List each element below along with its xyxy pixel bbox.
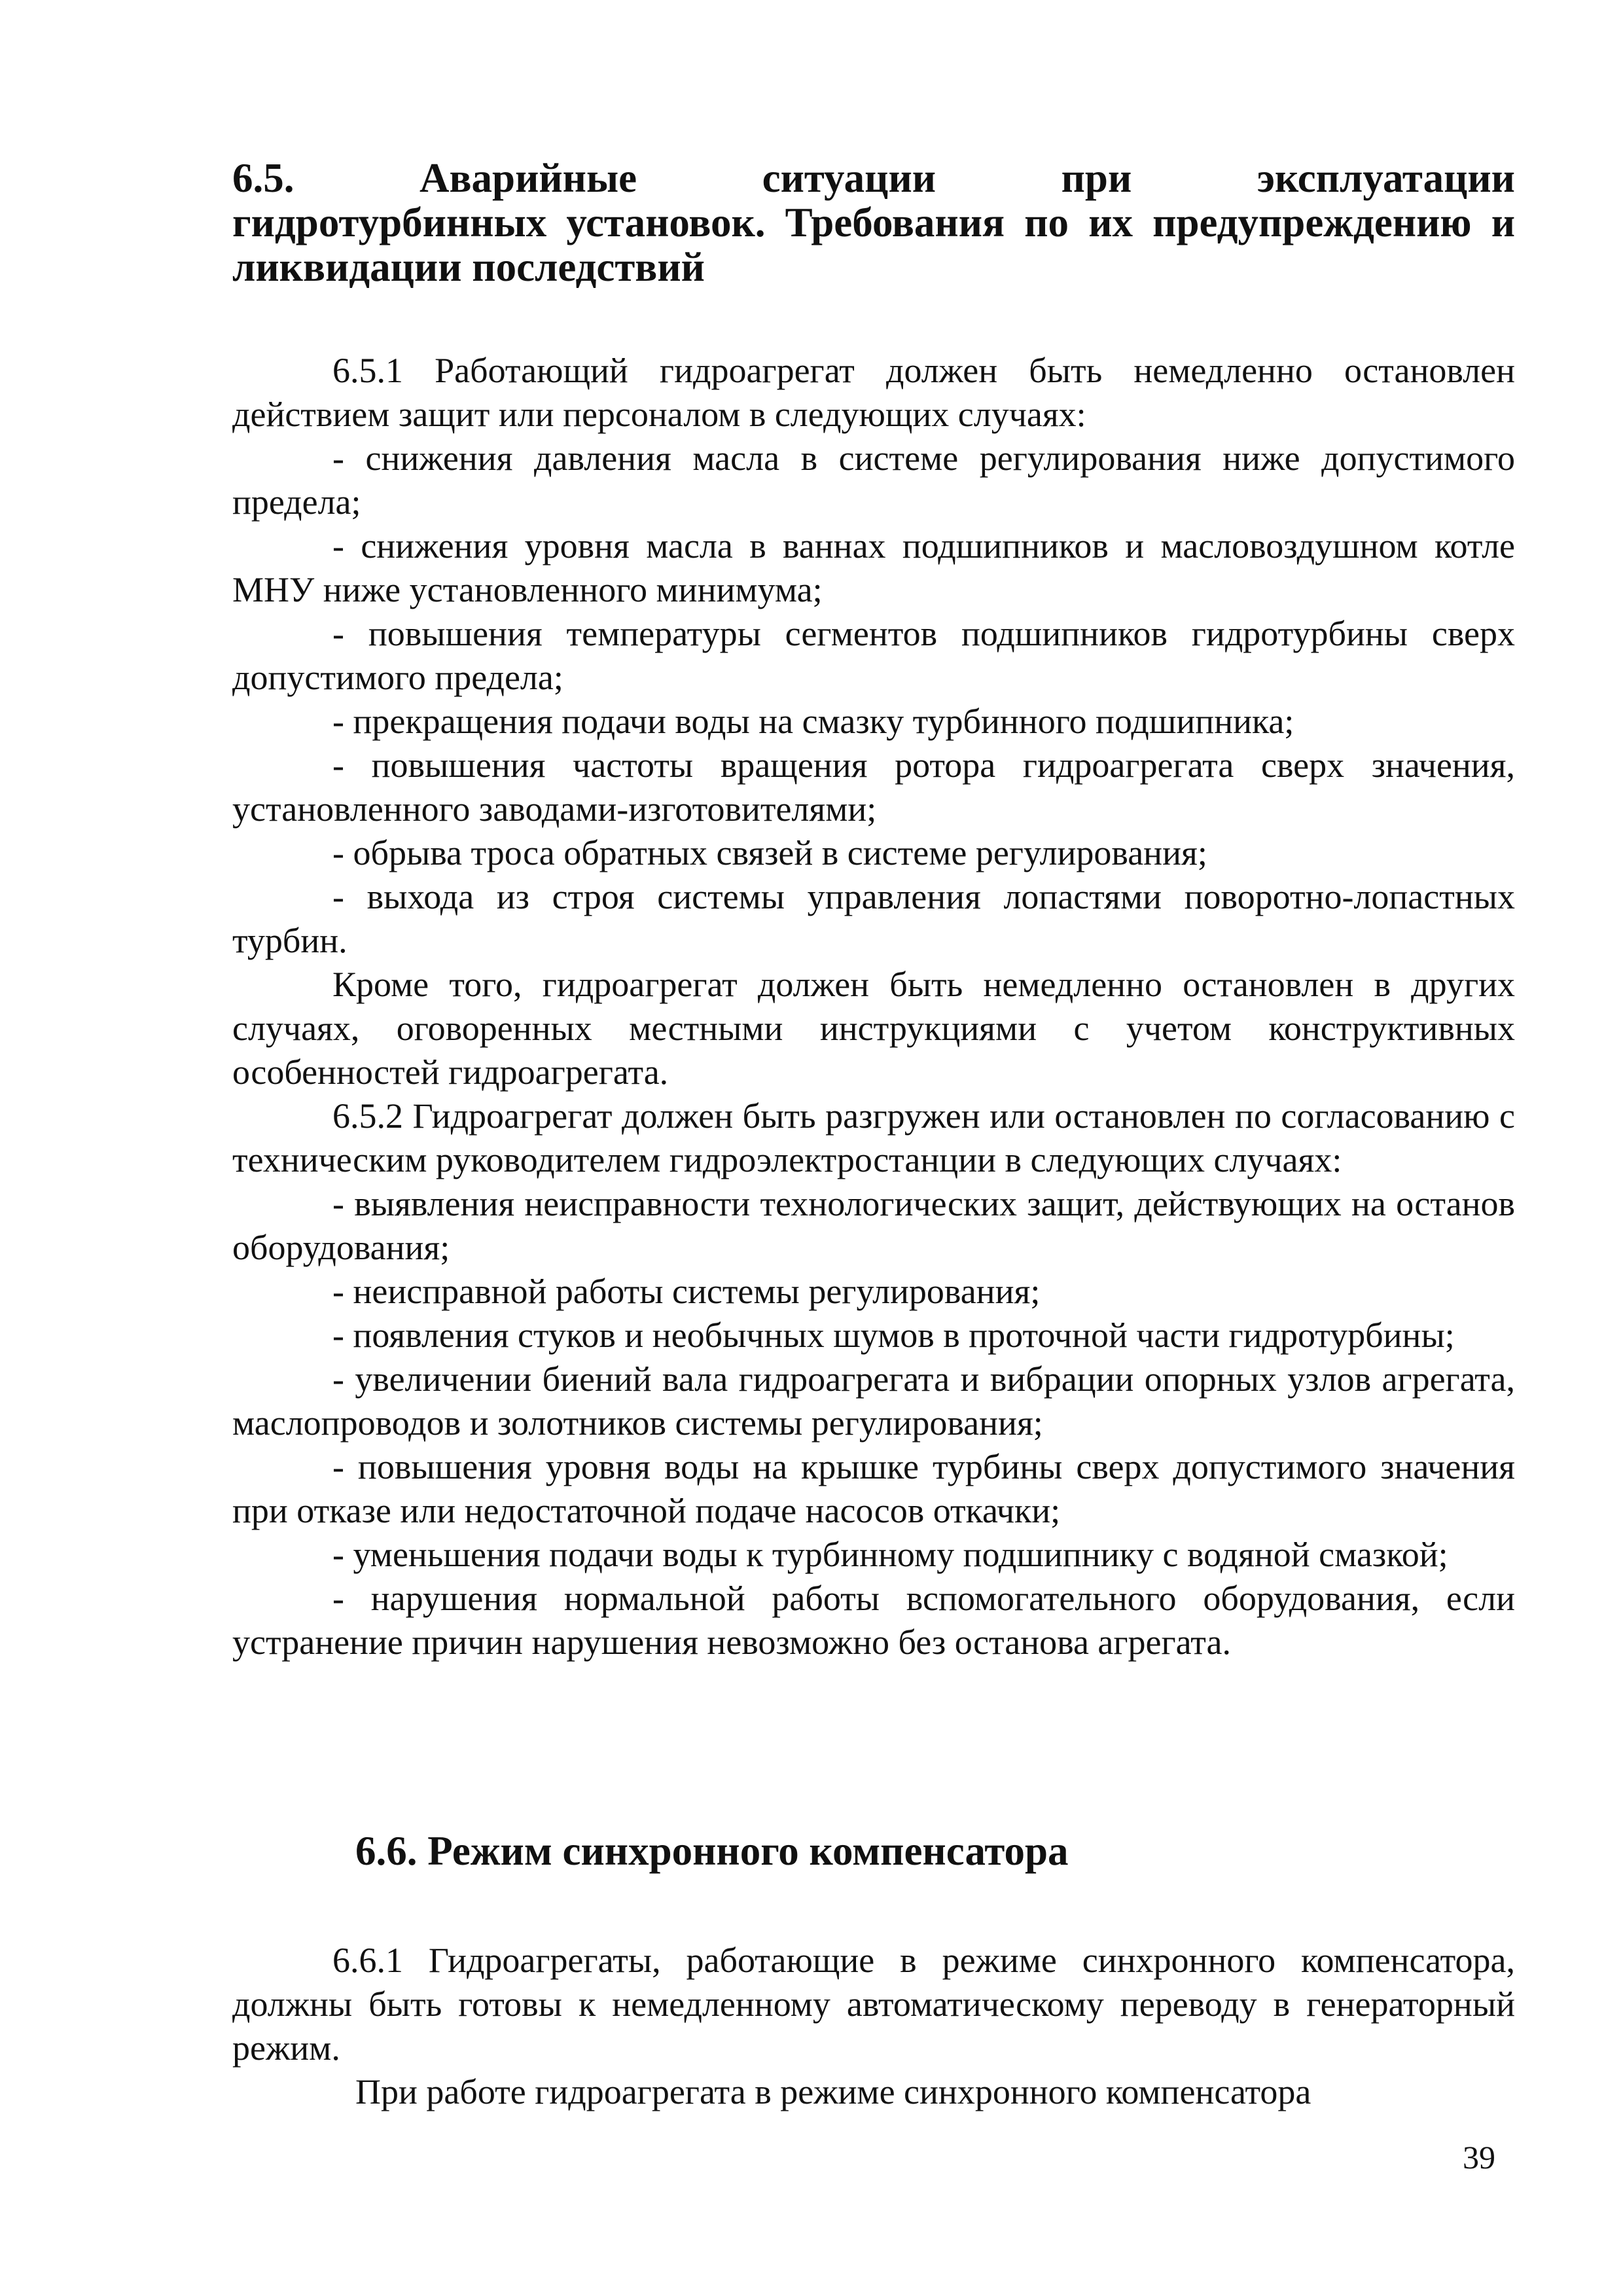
heading-word: ситуации (762, 155, 936, 201)
list-item: - повышения частоты вращения ротора гидроагрегата сверх значения, установленного заводами-изготовителями; (232, 745, 1515, 829)
heading-word: при (1061, 155, 1132, 201)
paragraph-6-5-2: 6.5.2 Гидроагрегат должен быть разгружен или остановлен по согласованию с техническим руководителем гидроэлектростанции в следующих случаях: (232, 1096, 1515, 1179)
section-6-5-heading (232, 156, 1515, 289)
paragraph-6-5-1: 6.5.1 Работающий гидроагрегат должен быть немедленно остановлен действием защит или персоналом в следующих случаях: (232, 351, 1515, 434)
list-item: - увеличении биений вала гидроагрегата и вибрации опорных узлов агрегата, маслопроводов и золотников системы регулирования; (232, 1359, 1515, 1443)
list-item: - прекращения подачи воды на смазку турбинного подшипника; (332, 702, 1294, 741)
section-6-6-body (232, 1939, 1515, 2114)
heading-word: Аварийные (419, 155, 637, 201)
heading-word: эксплуатации (1257, 155, 1515, 201)
list-item: - нарушения нормальной работы вспомогательного оборудования, если устранение причин нарушения невозможно без останова агрегата. (232, 1579, 1515, 1662)
section-number: 6.5. (232, 155, 294, 201)
list-item: - повышения температуры сегментов подшипников гидротурбины сверх допустимого предела; (232, 614, 1515, 697)
list-item: - уменьшения подачи воды к турбинному подшипнику с водяной смазкой; (332, 1535, 1448, 1574)
heading-first-line (232, 156, 1515, 200)
paragraph-6-6-1: 6.6.1 Гидроагрегаты, работающие в режиме синхронного компенсатора, должны быть готовы к немедленному автоматическому переводу в генераторный режим. (232, 1941, 1515, 2068)
heading-title-rest: гидротурбинных установок. Требования по их предупреждению и ликвидации последствий (232, 200, 1515, 290)
section-6-5-body (232, 349, 1515, 1664)
list-item: - выявления неисправности технологических защит, действующих на останов оборудования; (232, 1184, 1515, 1267)
list-item: - неисправной работы системы регулирования; (332, 1272, 1041, 1311)
list-item: - обрыва троса обратных связей в системе регулирования; (332, 833, 1207, 872)
paragraph-sync-compensator: При работе гидроагрегата в режиме синхронного компенсатора (355, 2072, 1311, 2111)
page-number: 39 (1463, 2139, 1495, 2176)
paragraph-additional-cases: Кроме того, гидроагрегат должен быть немедленно остановлен в других случаях, оговоренных местными инструкциями с учетом конструктивных особенностей гидроагрегата. (232, 965, 1515, 1092)
list-item: - снижения уровня масла в ваннах подшипников и масловоздушном котле МНУ ниже установленного минимума; (232, 526, 1515, 609)
section-6-6-heading: 6.6. Режим синхронного компенсатора (355, 1828, 1069, 1874)
list-item: - выхода из строя системы управления лопастями поворотно-лопастных турбин. (232, 877, 1515, 960)
list-item: - снижения давления масла в системе регулирования ниже допустимого предела; (232, 439, 1515, 522)
list-item: - появления стуков и необычных шумов в проточной части гидротурбины; (332, 1316, 1455, 1355)
list-item: - повышения уровня воды на крышке турбины сверх допустимого значения при отказе или недостаточной подаче насосов откачки; (232, 1447, 1515, 1530)
